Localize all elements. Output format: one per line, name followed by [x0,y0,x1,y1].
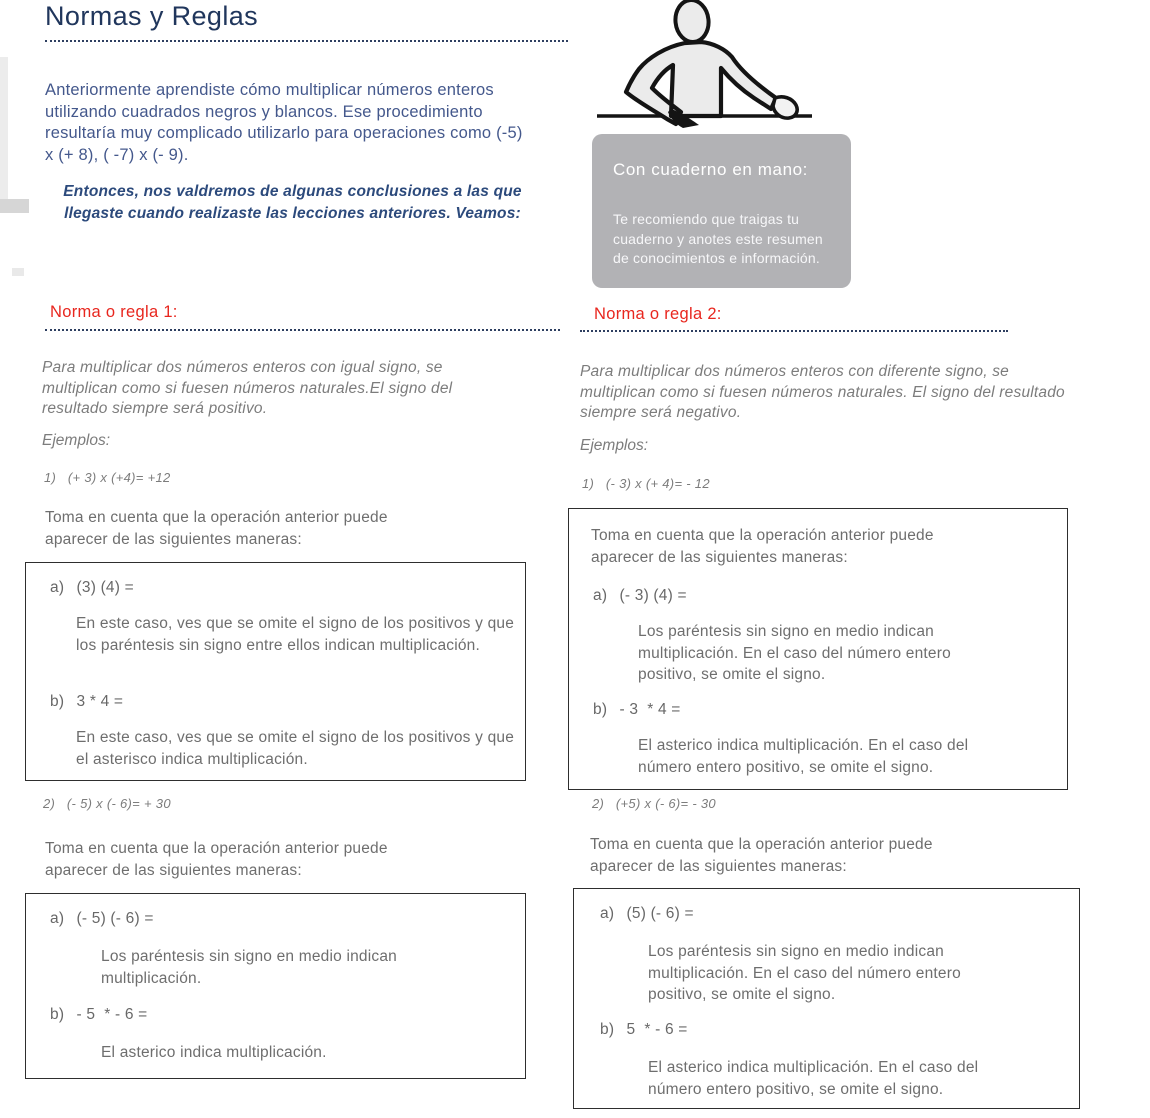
scan-artifact [0,57,8,209]
rule2-examples-label: Ejemplos: [580,437,649,454]
rule1-example-1: 1) (+ 3) x (+4)= +12 [44,470,171,485]
rule2-note-2: Toma en cuenta que la operación anterior puede aparecer de las siguientes maneras: [590,836,933,875]
notebook-tip-heading: Con cuaderno en mano: [613,160,809,179]
rule1-note-1: Toma en cuenta que la operación anterior puede aparecer de las siguientes maneras: [45,509,388,548]
rule2-variants-box-1 [568,508,1068,790]
variant-b-expression: - 5 * - 6 = [76,1006,148,1023]
variant-b-expression: - 3 * 4 = [619,701,681,718]
variant-a-explanation: En este caso, ves que se omite el signo de los positivos y que los paréntesis sin signo entre ellos indican multiplicación. [76,615,515,654]
variant-b-expression: 5 * - 6 = [626,1021,688,1038]
notebook-tip-box [592,134,851,288]
rule1-divider [45,329,560,331]
rule1-description: Para multiplicar dos números enteros con igual signo, se multiplican como si fuesen números naturales.El signo del resultado siempre será positivo. [42,359,453,417]
scan-artifact [12,268,24,276]
variant-a-label: a) [593,587,608,604]
rule2-description: Para multiplicar dos números enteros con diferente signo, se multiplican como si fuesen números naturales. El signo del resultado siempre será negativo. [580,363,1065,421]
page-title: Normas y Reglas [45,1,259,31]
title-divider [45,40,568,42]
variant-b-explanation: El asterico indica multiplicación. En el caso del número entero positivo, se omite el signo. [638,737,969,776]
rule1-note-2: Toma en cuenta que la operación anterior puede aparecer de las siguientes maneras: [45,840,388,879]
variant-row-b [593,701,681,719]
variant-a-expression: (3) (4) = [76,579,134,596]
emphasis-paragraph: Entonces, nos valdremos de algunas conclusiones a las que llegaste cuando realizaste las lecciones anteriores. Veamos: [63,183,522,222]
notebook-tip-body: Te recomiendo que traigas tu cuaderno y anotes este resumen de conocimientos e información. [613,211,823,266]
variant-a-explanation: Los paréntesis sin signo en medio indican multiplicación. [101,948,397,987]
rule2-variants-box-2 [573,888,1080,1109]
variant-row-b [50,693,123,711]
variant-a-expression: (- 5) (- 6) = [76,910,154,927]
rule2-example-2: 2) (+5) x (- 6)= - 30 [592,796,716,811]
variant-b-label: b) [600,1021,615,1038]
variant-row-b [600,1021,688,1039]
variant-b-explanation: El asterico indica multiplicación. En el caso del número entero positivo, se omite el signo. [648,1059,979,1098]
rule2-divider [580,330,1008,332]
variant-a-expression: (5) (- 6) = [626,905,694,922]
variant-row-a [600,905,694,923]
variant-b-explanation: En este caso, ves que se omite el signo de los positivos y que el asterisco indica multiplicación. [76,729,515,768]
variant-b-expression: 3 * 4 = [76,693,124,710]
variant-b-label: b) [593,701,608,718]
variant-a-label: a) [50,910,65,927]
variant-a-label: a) [600,905,615,922]
variant-a-label: a) [50,579,65,596]
rule1-examples-label: Ejemplos: [42,432,111,449]
rule1-variants-box-2 [25,893,526,1079]
resting-hand [773,97,797,118]
variant-row-a [593,587,687,605]
person-body [626,42,776,124]
variant-a-explanation: Los paréntesis sin signo en medio indican multiplicación. En el caso del número entero positivo, se omite el signo. [648,943,961,1003]
variant-row-a [50,910,154,928]
variant-row-a [50,579,134,597]
intro-paragraph: Anteriormente aprendiste cómo multiplicar números enteros utilizando cuadrados negros y blancos. Ese procedimiento resultaría muy complicado utilizarlo para operaciones como (-5) x (+ 8), ( -7) x (- 9). [45,81,523,164]
variant-a-expression: (- 3) (4) = [619,587,687,604]
rule2-example-1: 1) (- 3) x (+ 4)= - 12 [582,476,710,491]
rule1-example-2: 2) (- 5) x (- 6)= + 30 [43,796,171,811]
variant-row-b [50,1006,147,1024]
variant-b-label: b) [50,693,65,710]
rule1-variants-box-1 [25,562,526,781]
rule2-heading: Norma o regla 2: [594,305,722,323]
rule2-box1-note: Toma en cuenta que la operación anterior puede aparecer de las siguientes maneras: [591,527,934,566]
variant-b-explanation: El asterico indica multiplicación. [101,1044,327,1061]
scan-artifact [0,199,29,213]
person-head [673,0,710,44]
variant-b-label: b) [50,1006,65,1023]
person-writing-illustration [593,0,838,137]
variant-a-explanation: Los paréntesis sin signo en medio indican multiplicación. En el caso del número entero positivo, se omite el signo. [638,623,951,683]
rule1-heading: Norma o regla 1: [50,303,178,321]
